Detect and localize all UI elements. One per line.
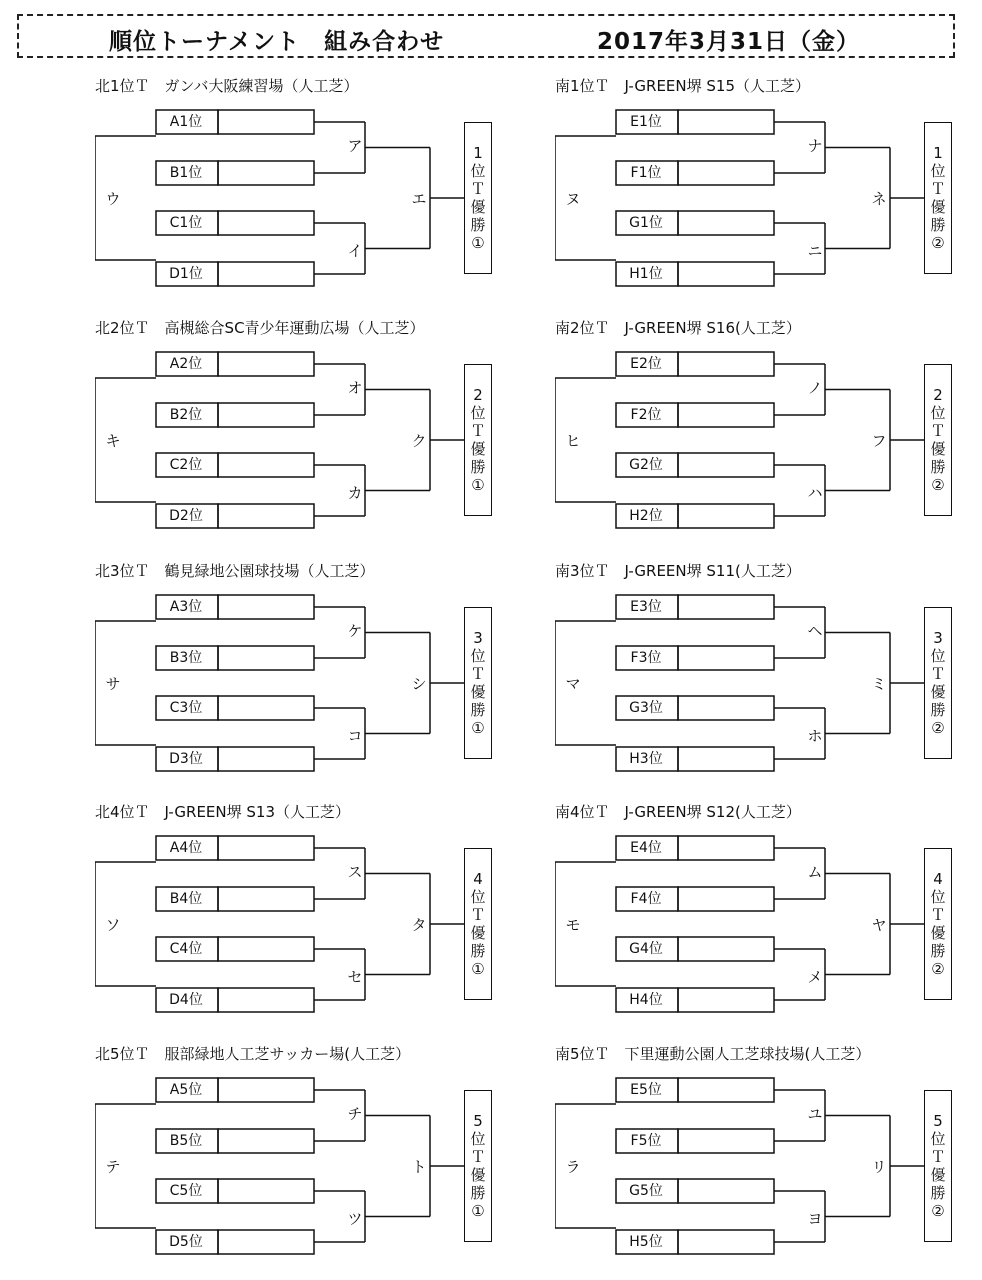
champion-char: 位 bbox=[930, 1130, 946, 1148]
champion-char: 勝 bbox=[930, 216, 946, 234]
team-name-box bbox=[678, 504, 774, 528]
seed-label: D3位 bbox=[169, 751, 203, 767]
champion-char: Ｔ bbox=[930, 180, 946, 198]
team-name-box bbox=[218, 352, 314, 376]
champion-char: Ｔ bbox=[930, 906, 946, 924]
champion-char: 優 bbox=[470, 683, 486, 701]
seed-label: E5位 bbox=[630, 1082, 662, 1098]
bracket-3 bbox=[95, 317, 535, 529]
seed-label: A2位 bbox=[169, 356, 203, 372]
champion-char: ② bbox=[931, 1202, 945, 1220]
champion-char: 2 bbox=[473, 386, 483, 404]
match-label-lower: ホ bbox=[807, 727, 823, 745]
seed-label: D5位 bbox=[169, 1234, 203, 1250]
champion-char: 優 bbox=[930, 683, 946, 701]
champion-box bbox=[464, 1090, 492, 1242]
match-label-right: ク bbox=[411, 432, 427, 450]
seed-label: E1位 bbox=[630, 114, 662, 130]
match-label-right: ヤ bbox=[871, 916, 887, 934]
champion-char: 4 bbox=[933, 870, 943, 888]
team-name-box bbox=[218, 1230, 314, 1254]
champion-char: 勝 bbox=[930, 1184, 946, 1202]
match-label-left: モ bbox=[565, 916, 581, 934]
champion-char: ① bbox=[471, 960, 485, 978]
champion-char: ① bbox=[471, 1202, 485, 1220]
team-name-box bbox=[678, 696, 774, 720]
champion-char: Ｔ bbox=[930, 665, 946, 683]
match-label-lower: ハ bbox=[807, 484, 823, 502]
seed-label: D1位 bbox=[169, 266, 203, 282]
team-name-box bbox=[678, 110, 774, 134]
champion-box bbox=[924, 364, 952, 516]
champion-char: 位 bbox=[470, 1130, 486, 1148]
seed-label: C4位 bbox=[169, 941, 203, 957]
seed-label: B4位 bbox=[169, 891, 203, 907]
champion-char: 勝 bbox=[930, 942, 946, 960]
team-name-box bbox=[678, 836, 774, 860]
champion-char: ① bbox=[471, 476, 485, 494]
seed-label: H3位 bbox=[629, 751, 663, 767]
seed-label: F5位 bbox=[630, 1133, 662, 1149]
champion-char: 勝 bbox=[930, 701, 946, 719]
team-name-box bbox=[678, 1179, 774, 1203]
bracket-venue: 北2位Ｔ 高槻総合SC青少年運動広場（人工芝） bbox=[95, 319, 425, 337]
bracket-venue: 南1位Ｔ J-GREEN堺 S15（人工芝） bbox=[555, 77, 810, 95]
bracket-8 bbox=[555, 801, 982, 1013]
champion-box bbox=[464, 364, 492, 516]
seed-label: F1位 bbox=[630, 165, 662, 181]
bracket-5 bbox=[95, 560, 535, 772]
champion-char: 勝 bbox=[470, 458, 486, 476]
team-name-box bbox=[218, 161, 314, 185]
champion-char: 優 bbox=[470, 198, 486, 216]
match-label-right: ネ bbox=[871, 190, 887, 208]
bracket-venue: 北5位Ｔ 服部緑地人工芝サッカー場(人工芝） bbox=[95, 1045, 411, 1063]
team-name-box bbox=[218, 988, 314, 1012]
page-title: 順位トーナメント 組み合わせ bbox=[109, 29, 445, 55]
champion-char: 優 bbox=[930, 1166, 946, 1184]
match-label-upper: ス bbox=[347, 863, 363, 881]
champion-char: 優 bbox=[470, 440, 486, 458]
team-name-box bbox=[218, 595, 314, 619]
seed-label: D2位 bbox=[169, 508, 203, 524]
match-label-right: シ bbox=[411, 675, 427, 693]
seed-label: A1位 bbox=[169, 114, 203, 130]
match-label-lower: カ bbox=[347, 484, 363, 502]
champion-char: 勝 bbox=[470, 1184, 486, 1202]
bracket-6 bbox=[555, 560, 982, 772]
team-name-box bbox=[218, 747, 314, 771]
match-label-left: ソ bbox=[105, 916, 121, 934]
seed-label: G3位 bbox=[629, 700, 663, 716]
seed-label: F2位 bbox=[630, 407, 662, 423]
champion-char: 位 bbox=[930, 404, 946, 422]
match-label-left: キ bbox=[105, 432, 121, 450]
bracket-4 bbox=[555, 317, 982, 529]
seed-label: G5位 bbox=[629, 1183, 663, 1199]
team-name-box bbox=[218, 211, 314, 235]
team-name-box bbox=[678, 161, 774, 185]
seed-label: F3位 bbox=[630, 650, 662, 666]
team-name-box bbox=[678, 352, 774, 376]
champion-char: 優 bbox=[930, 198, 946, 216]
champion-char: ② bbox=[931, 476, 945, 494]
seed-label: E4位 bbox=[630, 840, 662, 856]
seed-label: H1位 bbox=[629, 266, 663, 282]
champion-char: ② bbox=[931, 719, 945, 737]
champion-char: 位 bbox=[470, 404, 486, 422]
seed-label: C3位 bbox=[169, 700, 203, 716]
team-name-box bbox=[218, 887, 314, 911]
team-name-box bbox=[678, 988, 774, 1012]
match-label-left: ラ bbox=[565, 1158, 581, 1176]
team-name-box bbox=[678, 1078, 774, 1102]
team-name-box bbox=[678, 453, 774, 477]
champion-char: 勝 bbox=[470, 701, 486, 719]
match-label-upper: ユ bbox=[807, 1105, 823, 1123]
match-label-upper: ナ bbox=[807, 137, 823, 155]
seed-label: C2位 bbox=[169, 457, 203, 473]
match-label-left: ウ bbox=[105, 190, 121, 208]
team-name-box bbox=[678, 887, 774, 911]
seed-label: B2位 bbox=[169, 407, 203, 423]
champion-char: Ｔ bbox=[470, 180, 486, 198]
champion-char: 5 bbox=[473, 1112, 483, 1130]
champion-box bbox=[464, 607, 492, 759]
seed-label: A3位 bbox=[169, 599, 203, 615]
match-label-right: ト bbox=[411, 1158, 427, 1176]
seed-label: A4位 bbox=[169, 840, 203, 856]
seed-label: H5位 bbox=[629, 1234, 663, 1250]
seed-label: F4位 bbox=[630, 891, 662, 907]
match-label-left: ヌ bbox=[565, 190, 581, 208]
team-name-box bbox=[678, 211, 774, 235]
bracket-10 bbox=[555, 1043, 982, 1255]
team-name-box bbox=[678, 747, 774, 771]
champion-char: 1 bbox=[933, 144, 943, 162]
champion-char: ② bbox=[931, 960, 945, 978]
seed-label: B1位 bbox=[169, 165, 203, 181]
champion-char: 優 bbox=[930, 440, 946, 458]
match-label-left: サ bbox=[105, 675, 121, 693]
seed-label: E2位 bbox=[630, 356, 662, 372]
team-name-box bbox=[218, 1129, 314, 1153]
champion-box bbox=[924, 1090, 952, 1242]
match-label-lower: ニ bbox=[807, 242, 823, 260]
bracket-venue: 南4位Ｔ J-GREEN堺 S12(人工芝） bbox=[555, 803, 801, 821]
team-name-box bbox=[678, 937, 774, 961]
champion-char: Ｔ bbox=[470, 665, 486, 683]
team-name-box bbox=[678, 1230, 774, 1254]
team-name-box bbox=[218, 504, 314, 528]
champion-char: 位 bbox=[470, 162, 486, 180]
champion-char: ② bbox=[931, 234, 945, 252]
match-label-left: ヒ bbox=[565, 432, 581, 450]
bracket-9 bbox=[95, 1043, 535, 1255]
champion-box bbox=[924, 607, 952, 759]
team-name-box bbox=[218, 696, 314, 720]
champion-char: 2 bbox=[933, 386, 943, 404]
bracket-venue: 南2位Ｔ J-GREEN堺 S16(人工芝） bbox=[555, 319, 801, 337]
match-label-right: フ bbox=[871, 432, 887, 450]
champion-char: 優 bbox=[930, 924, 946, 942]
champion-char: ① bbox=[471, 719, 485, 737]
team-name-box bbox=[678, 646, 774, 670]
champion-char: 勝 bbox=[470, 942, 486, 960]
champion-char: 位 bbox=[930, 162, 946, 180]
match-label-upper: チ bbox=[347, 1105, 363, 1123]
champion-box bbox=[924, 122, 952, 274]
seed-label: E3位 bbox=[630, 599, 662, 615]
bracket-venue: 北1位Ｔ ガンバ大阪練習場（人工芝） bbox=[95, 77, 359, 95]
match-label-right: エ bbox=[411, 190, 427, 208]
match-label-upper: ム bbox=[807, 863, 823, 881]
match-label-left: マ bbox=[565, 675, 581, 693]
match-label-lower: セ bbox=[347, 968, 363, 986]
match-label-lower: メ bbox=[807, 968, 823, 986]
champion-char: 1 bbox=[473, 144, 483, 162]
page-date: 2017年3月31日（金） bbox=[597, 29, 861, 55]
champion-char: Ｔ bbox=[930, 422, 946, 440]
seed-label: A5位 bbox=[169, 1082, 203, 1098]
team-name-box bbox=[218, 110, 314, 134]
match-label-upper: ア bbox=[347, 137, 363, 155]
champion-char: 位 bbox=[930, 647, 946, 665]
champion-char: ① bbox=[471, 234, 485, 252]
match-label-upper: ヘ bbox=[807, 622, 823, 640]
champion-char: Ｔ bbox=[470, 422, 486, 440]
match-label-right: ミ bbox=[871, 675, 887, 693]
match-label-upper: オ bbox=[347, 379, 363, 397]
seed-label: C5位 bbox=[169, 1183, 203, 1199]
match-label-lower: ツ bbox=[347, 1210, 363, 1228]
match-label-upper: ケ bbox=[347, 622, 363, 640]
bracket-venue: 南5位Ｔ 下里運動公園人工芝球技場(人工芝） bbox=[555, 1045, 871, 1063]
page-header bbox=[17, 14, 955, 58]
champion-char: 優 bbox=[470, 1166, 486, 1184]
team-name-box bbox=[678, 595, 774, 619]
bracket-venue: 南3位Ｔ J-GREEN堺 S11(人工芝） bbox=[555, 562, 801, 580]
match-label-upper: ノ bbox=[807, 379, 823, 397]
match-label-right: タ bbox=[411, 916, 427, 934]
champion-char: Ｔ bbox=[470, 906, 486, 924]
seed-label: D4位 bbox=[169, 992, 203, 1008]
match-label-left: テ bbox=[105, 1158, 121, 1176]
champion-char: 3 bbox=[933, 629, 943, 647]
champion-char: Ｔ bbox=[470, 1148, 486, 1166]
seed-label: H4位 bbox=[629, 992, 663, 1008]
match-label-lower: ヨ bbox=[807, 1210, 823, 1228]
champion-box bbox=[924, 848, 952, 1000]
team-name-box bbox=[678, 1129, 774, 1153]
team-name-box bbox=[218, 1078, 314, 1102]
champion-char: 位 bbox=[470, 647, 486, 665]
team-name-box bbox=[218, 403, 314, 427]
seed-label: B5位 bbox=[169, 1133, 203, 1149]
champion-char: Ｔ bbox=[930, 1148, 946, 1166]
champion-char: 位 bbox=[930, 888, 946, 906]
champion-char: 勝 bbox=[930, 458, 946, 476]
champion-box bbox=[464, 122, 492, 274]
match-label-lower: イ bbox=[347, 242, 363, 260]
bracket-1 bbox=[95, 75, 535, 287]
champion-box bbox=[464, 848, 492, 1000]
champion-char: 5 bbox=[933, 1112, 943, 1130]
seed-label: G1位 bbox=[629, 215, 663, 231]
team-name-box bbox=[678, 262, 774, 286]
champion-char: 位 bbox=[470, 888, 486, 906]
team-name-box bbox=[218, 646, 314, 670]
match-label-lower: コ bbox=[347, 727, 363, 745]
champion-char: 4 bbox=[473, 870, 483, 888]
champion-char: 優 bbox=[470, 924, 486, 942]
seed-label: G4位 bbox=[629, 941, 663, 957]
seed-label: B3位 bbox=[169, 650, 203, 666]
seed-label: C1位 bbox=[169, 215, 203, 231]
team-name-box bbox=[678, 403, 774, 427]
team-name-box bbox=[218, 937, 314, 961]
team-name-box bbox=[218, 836, 314, 860]
bracket-2 bbox=[555, 75, 982, 287]
champion-char: 3 bbox=[473, 629, 483, 647]
bracket-venue: 北4位Ｔ J-GREEN堺 S13（人工芝） bbox=[95, 803, 350, 821]
team-name-box bbox=[218, 1179, 314, 1203]
bracket-7 bbox=[95, 801, 535, 1013]
seed-label: G2位 bbox=[629, 457, 663, 473]
team-name-box bbox=[218, 453, 314, 477]
match-label-right: リ bbox=[871, 1158, 887, 1176]
bracket-venue: 北3位Ｔ 鶴見緑地公園球技場（人工芝） bbox=[95, 562, 375, 580]
seed-label: H2位 bbox=[629, 508, 663, 524]
team-name-box bbox=[218, 262, 314, 286]
champion-char: 勝 bbox=[470, 216, 486, 234]
